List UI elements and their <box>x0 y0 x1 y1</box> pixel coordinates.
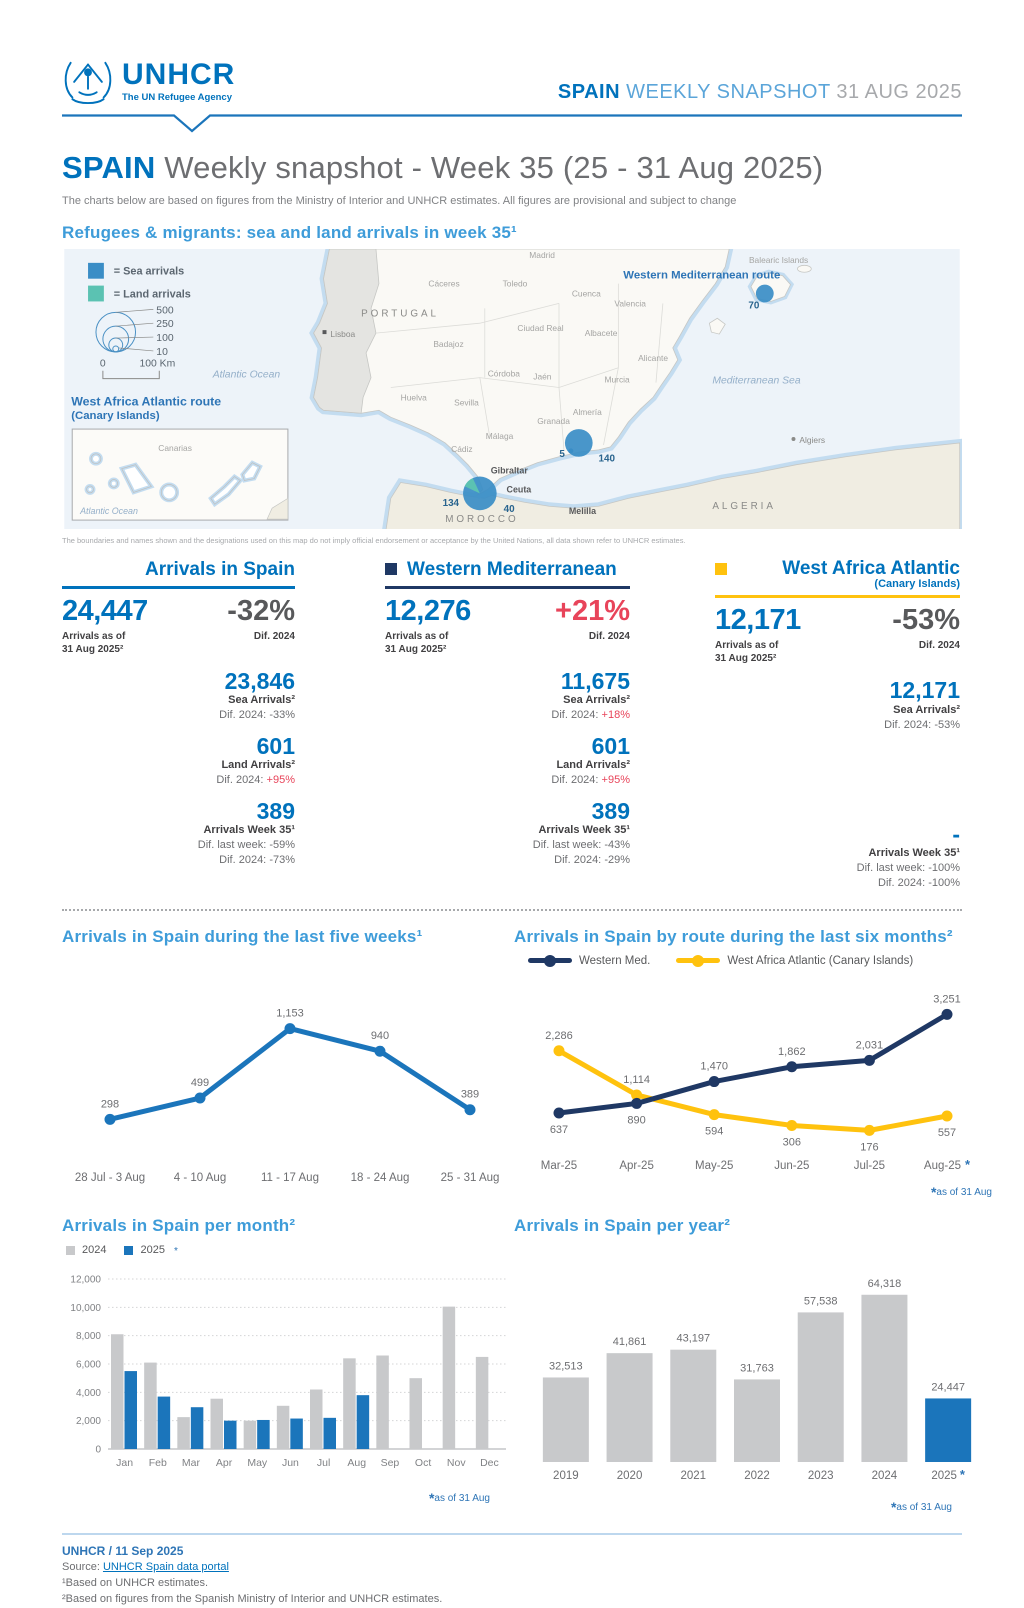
weekly-chart-block <box>62 927 514 1200</box>
week-arrivals-block: 389 Arrivals Week 35¹ Dif. last week: -43% Dif. 2024: -29% <box>532 798 630 867</box>
label-sevilla: Sevilla <box>454 397 479 408</box>
label-malaga: Málaga <box>485 430 514 441</box>
sea-arrivals-block: 12,171 Sea Arrivals² Dif. 2024: -53% <box>884 677 960 731</box>
label-almeria: Almería <box>572 407 602 418</box>
label-alicante: Alicante <box>638 352 669 363</box>
week-arrivals-block: 389 Arrivals Week 35¹ Dif. last week: -59% Dif. 2024: -73% <box>197 798 295 867</box>
svg-text:Aug: Aug <box>347 1456 367 1469</box>
label-madrid: Madrid <box>529 249 555 260</box>
legend-2024-icon <box>66 1246 75 1255</box>
page <box>0 50 1024 1608</box>
yearly-note: *as of 31 Aug <box>890 1498 952 1515</box>
routes-chart-title: Arrivals in Spain by route during the last six months² <box>514 926 953 946</box>
masthead <box>558 81 962 108</box>
dotted-divider <box>62 909 962 911</box>
land-spacer <box>715 731 960 809</box>
svg-text:2024: 2024 <box>871 1469 898 1482</box>
svg-text:1,470: 1,470 <box>700 1060 728 1073</box>
svg-text:8,000: 8,000 <box>75 1330 101 1342</box>
svg-text:Apr: Apr <box>215 1456 233 1469</box>
svg-text:12,000: 12,000 <box>70 1274 101 1286</box>
stat-col-west-africa: West Africa Atlantic (Canary Islands) 12,171 Arrivals as of 31 Aug 2025² -53% Dif. 2024 12,171 Sea Arrivals² Dif. 2024: -53% - Arrivals Week 35¹ Dif. last week: -100% Dif. 2024: -100% <box>715 558 960 889</box>
label-ceuta: Ceuta <box>506 484 532 495</box>
label-gibraltar: Gibraltar <box>490 465 528 476</box>
svg-text:64,318: 64,318 <box>867 1277 902 1290</box>
bubble-ceuta-value: 40 <box>503 504 515 516</box>
svg-text:4 - 10 Aug: 4 - 10 Aug <box>173 1171 227 1184</box>
bubble-almeria-sea <box>565 429 593 457</box>
label-balearic: Balearic Islands <box>748 254 809 265</box>
label-canarias: Canarias <box>158 442 192 453</box>
western-med-line-icon <box>528 958 572 963</box>
scale-label: 100 Km <box>139 358 176 370</box>
masthead-country: SPAIN <box>557 81 621 103</box>
stat-title-west-africa: West Africa Atlantic (Canary Islands) <box>715 559 960 598</box>
svg-text:557: 557 <box>937 1126 957 1139</box>
svg-text:Mar-25: Mar-25 <box>540 1159 578 1172</box>
page-title: SPAIN Weekly snapshot - Week 35 (25 - 31 Aug 2025) <box>62 150 824 185</box>
label-mediterranean-sea: Mediterranean Sea <box>712 375 801 387</box>
svg-text:306: 306 <box>782 1136 801 1149</box>
west-africa-line-icon <box>676 958 720 963</box>
routes-note: *as of 31 Aug <box>930 1183 992 1200</box>
label-morocco: MOROCCO <box>445 514 519 526</box>
label-western-med-route: Western Mediterranean route <box>623 269 781 282</box>
svg-text:43,197: 43,197 <box>676 1332 711 1345</box>
source-link[interactable]: UNHCR Spain data portal <box>102 1561 229 1574</box>
land-arrivals-block: 601 Land Arrivals² Dif. 2024: +95% <box>551 733 630 787</box>
bubble-strait-value: 134 <box>442 498 460 510</box>
size-10: 10 <box>156 346 168 358</box>
label-granada: Granada <box>537 416 570 427</box>
svg-text:298: 298 <box>100 1098 120 1111</box>
page-subtitle: The charts below are based on figures from the Ministry of Interior and UNHCR estimates. All figures are provisional and subject to change <box>62 195 737 207</box>
svg-text:890: 890 <box>627 1114 646 1127</box>
svg-text:594: 594 <box>705 1125 724 1138</box>
label-portugal: PORTUGAL <box>361 308 440 320</box>
label-badajoz: Badajoz <box>433 338 464 349</box>
label-albacete: Albacete <box>584 328 618 339</box>
weekly-line-chart <box>62 961 512 1189</box>
svg-text:May-25: May-25 <box>695 1159 734 1172</box>
svg-text:Nov: Nov <box>446 1456 466 1469</box>
bubble-malaga-sea <box>568 448 573 453</box>
svg-text:3,251: 3,251 <box>933 993 961 1006</box>
sea-arrivals-block: 11,675 Sea Arrivals² Dif. 2024: +18% <box>551 668 630 722</box>
label-melilla: Melilla <box>568 506 597 517</box>
svg-text:31,763: 31,763 <box>740 1362 774 1375</box>
label-murcia: Murcia <box>604 374 630 385</box>
svg-text:Mar: Mar <box>181 1456 200 1469</box>
map-heading: Refugees & migrants: sea and land arrivals in week 35¹ <box>62 223 517 242</box>
unhcr-logo <box>62 54 235 108</box>
svg-text:25 - 31 Aug: 25 - 31 Aug <box>440 1171 500 1184</box>
svg-text:Jun: Jun <box>281 1456 299 1469</box>
arrivals-map <box>62 249 962 529</box>
routes-legend: Western Med. West Africa Atlantic (Canary Islands) <box>528 955 992 967</box>
size-100: 100 <box>156 333 174 345</box>
footnote-1: ¹Based on UNHCR estimates. <box>62 1577 209 1590</box>
svg-text:2022: 2022 <box>744 1469 770 1482</box>
label-west-africa-route: West Africa Atlantic route <box>71 394 222 409</box>
bubble-malaga-value: 5 <box>559 448 565 460</box>
charts-row-2 <box>62 1215 965 1515</box>
svg-text:1,114: 1,114 <box>623 1073 650 1086</box>
total-arrivals: 24,447 <box>62 595 148 627</box>
svg-text:4,000: 4,000 <box>75 1387 101 1399</box>
svg-text:499: 499 <box>190 1076 210 1089</box>
svg-text:1,153: 1,153 <box>276 1007 304 1020</box>
sea-arrivals-swatch-icon <box>88 263 104 279</box>
size-250: 250 <box>156 319 174 331</box>
svg-text:1,862: 1,862 <box>778 1045 806 1058</box>
map-disclaimer: The boundaries and names shown and the designations used on this map do not imply official endorsement or acceptance by the United Nations, all data shown refer to UNHCR estimates. <box>62 536 686 545</box>
footnote-2: ²Based on figures from the Spanish Ministry of Interior and UNHCR estimates. <box>62 1593 443 1606</box>
unhcr-emblem-icon <box>62 54 114 108</box>
svg-text:Dec: Dec <box>480 1456 499 1469</box>
label-toledo: Toledo <box>502 278 528 289</box>
monthly-chart-title: Arrivals in Spain per month² <box>62 1215 296 1235</box>
svg-text:2,286: 2,286 <box>545 1029 573 1042</box>
label-cadiz: Cádiz <box>451 443 473 454</box>
stat-title-western-med: Western Mediterranean <box>385 559 630 589</box>
svg-text:Apr-25: Apr-25 <box>619 1159 654 1172</box>
svg-text:2025*: 2025 * <box>931 1466 965 1482</box>
svg-text:6,000: 6,000 <box>75 1359 101 1371</box>
bubble-almeria-value: 140 <box>598 453 616 465</box>
monthly-chart-block <box>62 1216 514 1515</box>
svg-text:0: 0 <box>95 1444 101 1456</box>
charts-row-1 <box>62 926 992 1200</box>
svg-text:2021: 2021 <box>680 1469 707 1482</box>
label-atlantic-inset: Atlantic Ocean <box>80 506 138 517</box>
header <box>62 50 962 108</box>
label-lisboa: Lisboa <box>330 329 356 340</box>
label-jaen: Jaén <box>533 371 552 382</box>
bubble-balearic-value: 70 <box>748 300 760 312</box>
monthly-legend: 2024 2025 * <box>66 1244 514 1257</box>
stat-col-spain: Arrivals in Spain 24,447 Arrivals as of 31 Aug 2025² -32% Dif. 2024 23,846 Sea Arrivals² Dif. 2024: -33% 601 Land Arrivals² Dif. 2024: +95% 389 Arrivals Week 35¹ Dif. last week: -59% Dif. 2024: -73% <box>62 559 295 867</box>
label-atlantic-ocean: Atlantic Ocean <box>212 369 281 381</box>
land-arrivals-block: 601 Land Arrivals² Dif. 2024: +95% <box>216 733 295 787</box>
svg-text:24,447: 24,447 <box>931 1381 965 1394</box>
svg-text:176: 176 <box>860 1141 879 1154</box>
svg-text:389: 389 <box>460 1088 480 1101</box>
svg-text:Aug-25*: Aug-25 * <box>923 1156 971 1172</box>
yellow-square-icon <box>715 563 727 575</box>
svg-text:2020: 2020 <box>616 1469 643 1482</box>
legend-2025-icon <box>124 1246 133 1255</box>
svg-text:2,031: 2,031 <box>855 1039 884 1052</box>
svg-text:Sep: Sep <box>380 1456 400 1469</box>
svg-text:2,000: 2,000 <box>75 1415 101 1427</box>
sea-arrivals-legend: = Sea arrivals <box>113 265 185 278</box>
label-algiers: Algiers <box>799 434 826 445</box>
svg-text:11 - 17 Aug: 11 - 17 Aug <box>261 1171 319 1184</box>
header-rule <box>62 114 962 134</box>
label-valencia: Valencia <box>614 298 646 309</box>
masthead-type: WEEKLY SNAPSHOT <box>626 81 831 103</box>
total-dif: -32% <box>227 595 295 627</box>
svg-text:Jul-25: Jul-25 <box>853 1159 886 1172</box>
svg-text:637: 637 <box>549 1123 569 1136</box>
svg-text:2023: 2023 <box>807 1469 834 1482</box>
svg-text:18 - 24 Aug: 18 - 24 Aug <box>350 1171 410 1184</box>
scale-zero: 0 <box>99 358 106 370</box>
label-cordoba: Córdoba <box>487 368 520 379</box>
svg-text:32,513: 32,513 <box>549 1360 583 1373</box>
logo-tagline: The UN Refugee Agency <box>122 91 232 103</box>
label-caceres: Cáceres <box>428 278 460 289</box>
svg-text:28 Jul - 3 Aug: 28 Jul - 3 Aug <box>74 1171 146 1184</box>
label-ciudad-real: Ciudad Real <box>517 323 564 334</box>
label-cuenca: Cuenca <box>571 288 601 299</box>
footer-credit: UNHCR / 11 Sep 2025 <box>62 1543 184 1558</box>
land-arrivals-legend: = Land arrivals <box>113 288 191 301</box>
svg-text:Feb: Feb <box>148 1456 167 1469</box>
yearly-chart-block <box>514 1216 992 1515</box>
svg-text:Jun-25: Jun-25 <box>774 1159 810 1172</box>
routes-chart-block <box>514 927 992 1200</box>
label-algeria: ALGERIA <box>712 501 776 513</box>
svg-text:10,000: 10,000 <box>70 1302 101 1314</box>
navy-square-icon <box>385 563 397 575</box>
svg-text:940: 940 <box>370 1029 390 1042</box>
yearly-chart-title: Arrivals in Spain per year² <box>514 1215 731 1235</box>
monthly-bar-chart <box>62 1263 514 1483</box>
routes-line-chart <box>514 969 992 1177</box>
svg-text:Oct: Oct <box>414 1456 432 1469</box>
week-arrivals-block: - Arrivals Week 35¹ Dif. last week: -100% Dif. 2024: -100% <box>856 820 960 889</box>
svg-text:Jul: Jul <box>316 1456 331 1469</box>
svg-text:Jan: Jan <box>116 1456 134 1469</box>
weekly-chart-title: Arrivals in Spain during the last five weeks¹ <box>62 926 423 946</box>
label-huelva: Huelva <box>400 392 427 403</box>
label-west-africa-route-2: (Canary Islands) <box>71 410 160 423</box>
land-arrivals-swatch-icon <box>88 286 104 302</box>
footer-divider <box>62 1533 962 1535</box>
stat-title-spain: Arrivals in Spain <box>62 559 295 589</box>
stat-col-western-med: Western Mediterranean 12,276 Arrivals as of 31 Aug 2025² +21% Dif. 2024 11,675 Sea Arrivals² Dif. 2024: +18% 601 Land Arrivals² Dif. 2024: +95% 389 Arrivals Week 35¹ Dif. last week: -43% Dif. 2024: -29% <box>385 559 630 867</box>
svg-text:2019: 2019 <box>553 1469 579 1482</box>
masthead-date: 31 AUG 2025 <box>836 81 962 103</box>
monthly-note: *as of 31 Aug <box>428 1489 490 1506</box>
yearly-bar-chart <box>514 1246 992 1492</box>
logo-wordmark: UNHCR <box>122 57 236 91</box>
footer: UNHCR / 11 Sep 2025 Source: UNHCR Spain data portal ¹Based on UNHCR estimates. ²Based on figures from the Spanish Ministry of Interior and UNHCR estimates. <box>62 1543 962 1608</box>
svg-text:41,861: 41,861 <box>612 1335 647 1348</box>
stats-row <box>62 559 962 889</box>
svg-text:May: May <box>247 1456 268 1469</box>
svg-text:57,538: 57,538 <box>803 1295 838 1308</box>
sea-arrivals-block: 23,846 Sea Arrivals² Dif. 2024: -33% <box>219 668 295 722</box>
size-500: 500 <box>156 305 174 317</box>
